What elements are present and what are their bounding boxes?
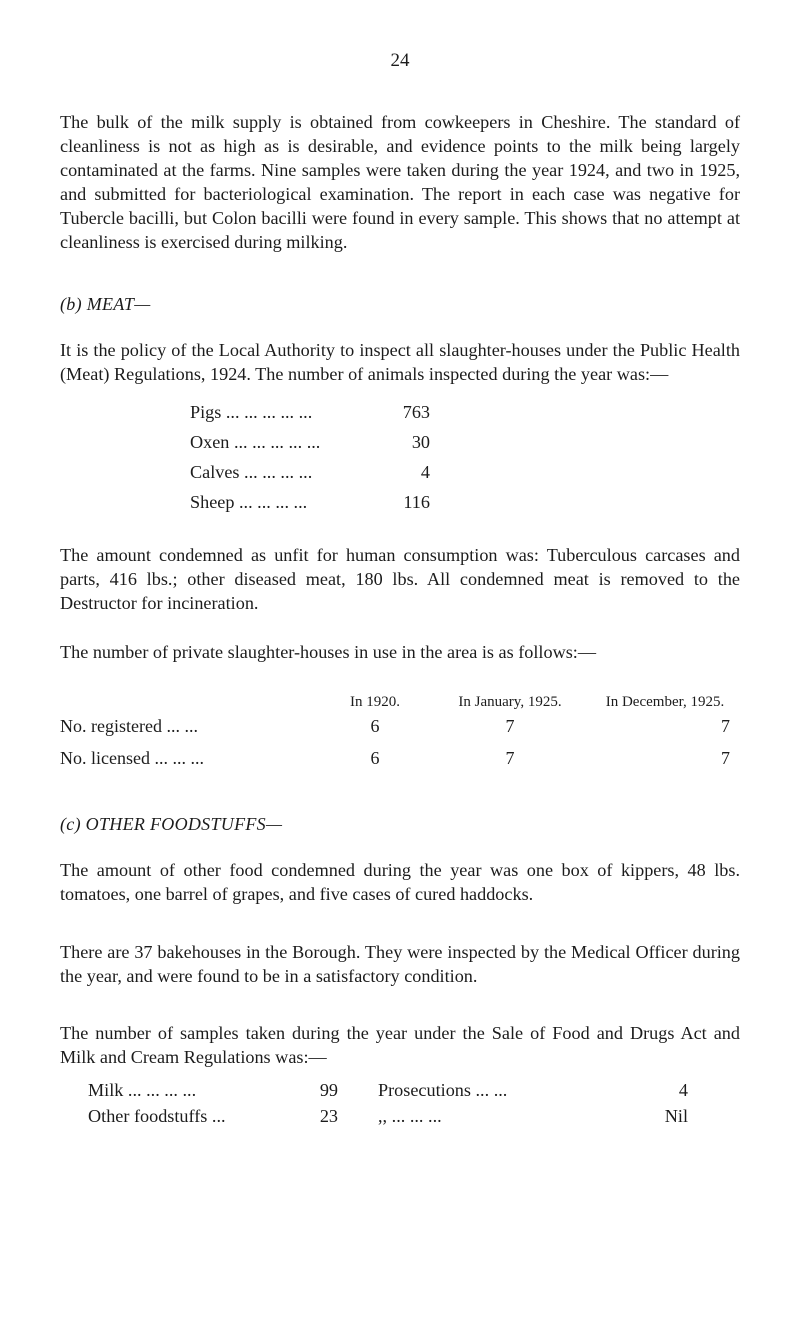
table-row (60, 710, 740, 742)
slaughterhouse-table (60, 694, 740, 774)
col-header-dec-1925: In December, 1925. (605, 694, 725, 710)
meat-heading: (b) MEAT— (60, 294, 151, 314)
animal-label: Calves ... ... ... ... (190, 462, 313, 482)
prosecutions-label: ,, ... ... ... (378, 1106, 442, 1126)
animal-row-calves (190, 462, 430, 492)
table-cell: 7 (505, 747, 515, 768)
animal-label: Pigs ... ... ... ... ... (190, 402, 313, 422)
other-foodstuffs-paragraph: The amount of other food condemned during the year was one box of kippers, 48 lbs. tomatoes, one barrel of grapes, and five cases of cured haddocks. (60, 860, 740, 904)
animals-list (190, 402, 430, 522)
table-cell: 6 (370, 747, 380, 768)
table-header-row (60, 694, 740, 710)
samples-list (88, 1080, 688, 1132)
page-number: 24 (390, 50, 410, 71)
samples-intro: The number of samples taken during the year under the Sale of Food and Drugs Act and Milk and Cream Regulations was:— (60, 1023, 740, 1067)
col-header-1920: In 1920. (350, 694, 400, 710)
milk-paragraph: The bulk of the milk supply is obtained from cowkeepers in Cheshire. The standard of cleanliness is not as high as is desirable, and evidence points to the milk being largely contaminated at the farms. Nine samples were taken during the year 1924, and two in 1925, and submitted for bacteriological examination. The report in each case was negative for Tubercle bacilli, but Colon bacilli were found in every sample. This shows that no attempt at cleanliness is exercised during milking. (60, 112, 740, 252)
animal-count: 116 (403, 492, 430, 512)
animal-count: 30 (411, 432, 430, 452)
meat-intro: It is the policy of the Local Authority to inspect all slaughter-houses under the Public Health (Meat) Regulations, 1924. The number of animals inspected during the year was:— (60, 340, 740, 384)
table-cell: 7 (505, 715, 515, 736)
bakehouses-paragraph: There are 37 bakehouses in the Borough. They were inspected by the Medical Officer during the year, and were found to be in a satisfactory condition. (60, 942, 740, 986)
table-cell: 6 (370, 715, 380, 736)
prosecutions-count: Nil (664, 1106, 688, 1126)
animal-row-sheep (190, 492, 430, 522)
animal-label: Oxen ... ... ... ... ... (190, 432, 321, 452)
private-slaughterhouses-intro: The number of private slaughter-houses in use in the area is as follows:— (60, 642, 597, 662)
sample-row-other (88, 1106, 688, 1132)
table-cell: 7 (721, 747, 730, 768)
sample-count: 99 (319, 1080, 338, 1100)
table-cell: 7 (721, 715, 730, 736)
table-row (60, 742, 740, 774)
prosecutions-count: 4 (678, 1080, 688, 1100)
sample-row-milk (88, 1080, 688, 1106)
animal-row-oxen (190, 432, 430, 462)
animal-row-pigs (190, 402, 430, 432)
prosecutions-label: Prosecutions ... ... (378, 1080, 508, 1100)
animal-count: 763 (402, 402, 430, 422)
col-header-jan-1925: In January, 1925. (458, 694, 562, 710)
other-foodstuffs-heading: (c) OTHER FOODSTUFFS— (60, 814, 283, 834)
sample-count: 23 (319, 1106, 338, 1126)
sample-label: Other foodstuffs ... (88, 1106, 226, 1126)
condemned-paragraph: The amount condemned as unfit for human consumption was: Tuberculous carcases and parts, 416 lbs.; other diseased meat, 180 lbs. All condemned meat is removed to the Destructor for incineration. (60, 545, 740, 613)
animal-label: Sheep ... ... ... ... (190, 492, 308, 512)
sample-label: Milk ... ... ... ... (88, 1080, 197, 1100)
animal-count: 4 (420, 462, 430, 482)
row-label: No. registered ... ... (60, 715, 198, 736)
row-label: No. licensed ... ... ... (60, 747, 204, 768)
